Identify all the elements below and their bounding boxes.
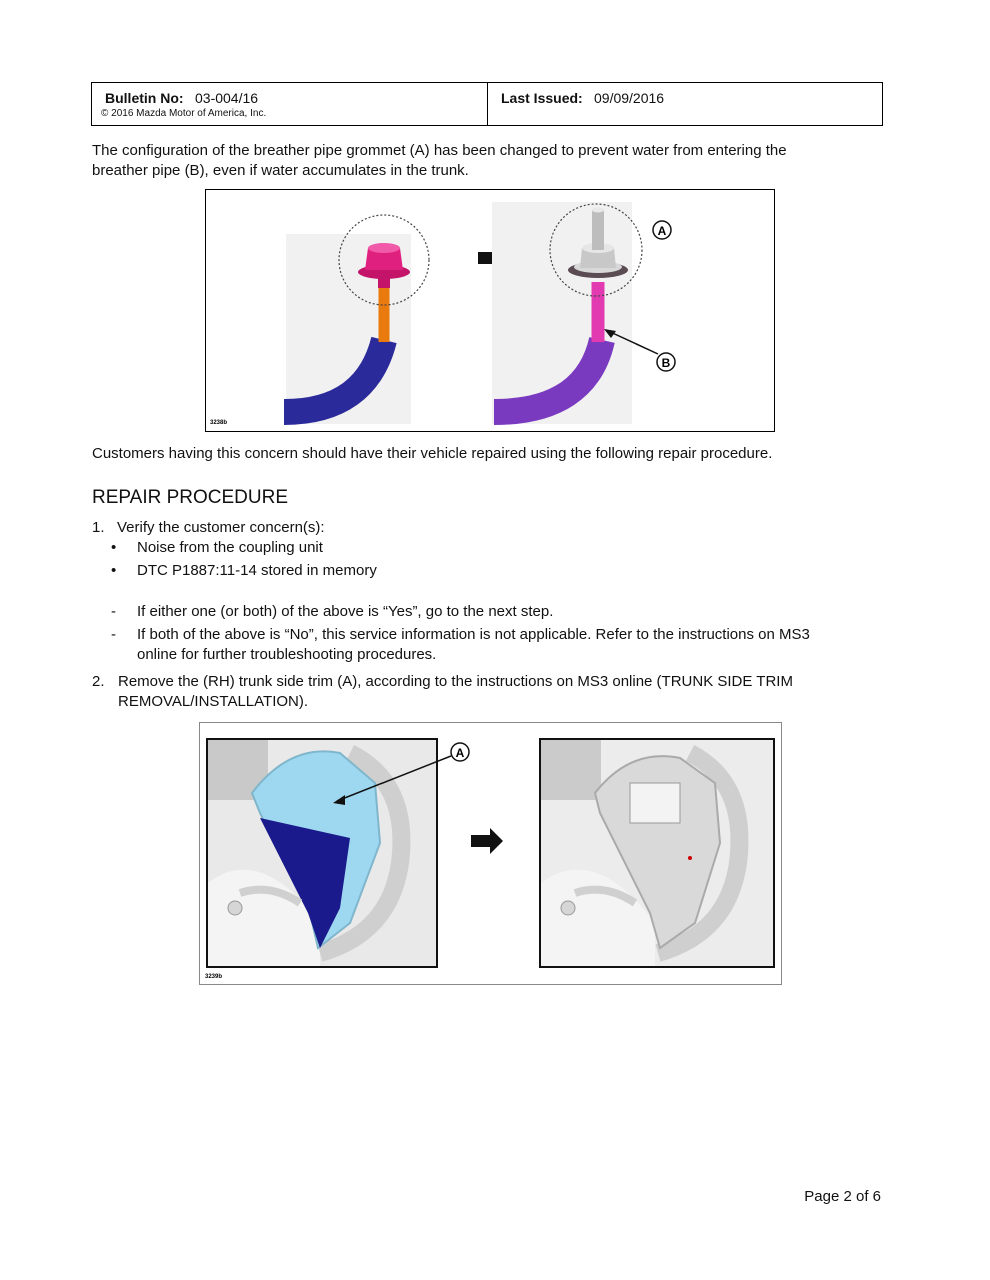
page-number: Page 2 of 6 (804, 1188, 881, 1205)
callout-b-label: B (661, 356, 671, 370)
step-2-line-2: REMOVAL/INSTALLATION). (118, 693, 309, 710)
bullet-2-text: DTC P1887:11-14 stored in memory (137, 562, 377, 579)
dash-2-line-2: online for further troubleshooting procedures. (137, 646, 437, 663)
copyright: © 2016 Mazda Motor of America, Inc. (101, 108, 267, 119)
bullet-dot: • (111, 539, 117, 556)
trim-before-panel (207, 739, 437, 967)
bullet-dot: • (111, 562, 117, 579)
step-1-number: 1. (92, 519, 105, 536)
trim-after-panel (540, 739, 774, 967)
callout-a-label: A (657, 224, 667, 238)
issued-cell (488, 83, 882, 125)
grommet-figure (205, 189, 775, 432)
bulletin-cell (92, 83, 488, 125)
step-1-text: Verify the customer concern(s): (117, 519, 325, 536)
trim-figure (199, 722, 782, 985)
dash-mark: - (111, 603, 116, 620)
bullet-1-text: Noise from the coupling unit (137, 539, 323, 556)
customers-text: Customers having this concern should have their vehicle repaired using the following repair procedure. (92, 445, 773, 462)
bulletin-header (91, 82, 883, 126)
dash-1-text: If either one (or both) of the above is “Yes”, go to the next step. (137, 603, 554, 620)
step-2-line-1: Remove the (RH) trunk side trim (A), according to the instructions on MS3 online (TRUNK SIDE TRIM (118, 673, 793, 690)
change-arrow-icon-2 (471, 828, 503, 854)
trim-illustration (200, 723, 781, 984)
grommet-illustration (206, 190, 774, 431)
bulletin-number: 03-004/16 (195, 90, 259, 106)
dash-2-line-1: If both of the above is “No”, this service information is not applicable. Refer to the instructions on MS3 (137, 626, 810, 643)
intro-line-1: The configuration of the breather pipe grommet (A) has been changed to prevent water from entering the (92, 142, 787, 159)
issued-label: Last Issued: (501, 90, 583, 106)
issued-date: 09/09/2016 (594, 90, 665, 106)
figure2-code: 3239b (205, 974, 223, 980)
intro-line-2: breather pipe (B), even if water accumulates in the trunk. (92, 162, 469, 179)
section-title: REPAIR PROCEDURE (92, 487, 289, 508)
bulletin-label: Bulletin No: (105, 90, 184, 106)
dash-mark: - (111, 626, 116, 643)
callout-a2-label: A (455, 746, 465, 760)
figure1-code: 3238b (210, 420, 228, 426)
step-2-number: 2. (92, 673, 105, 690)
